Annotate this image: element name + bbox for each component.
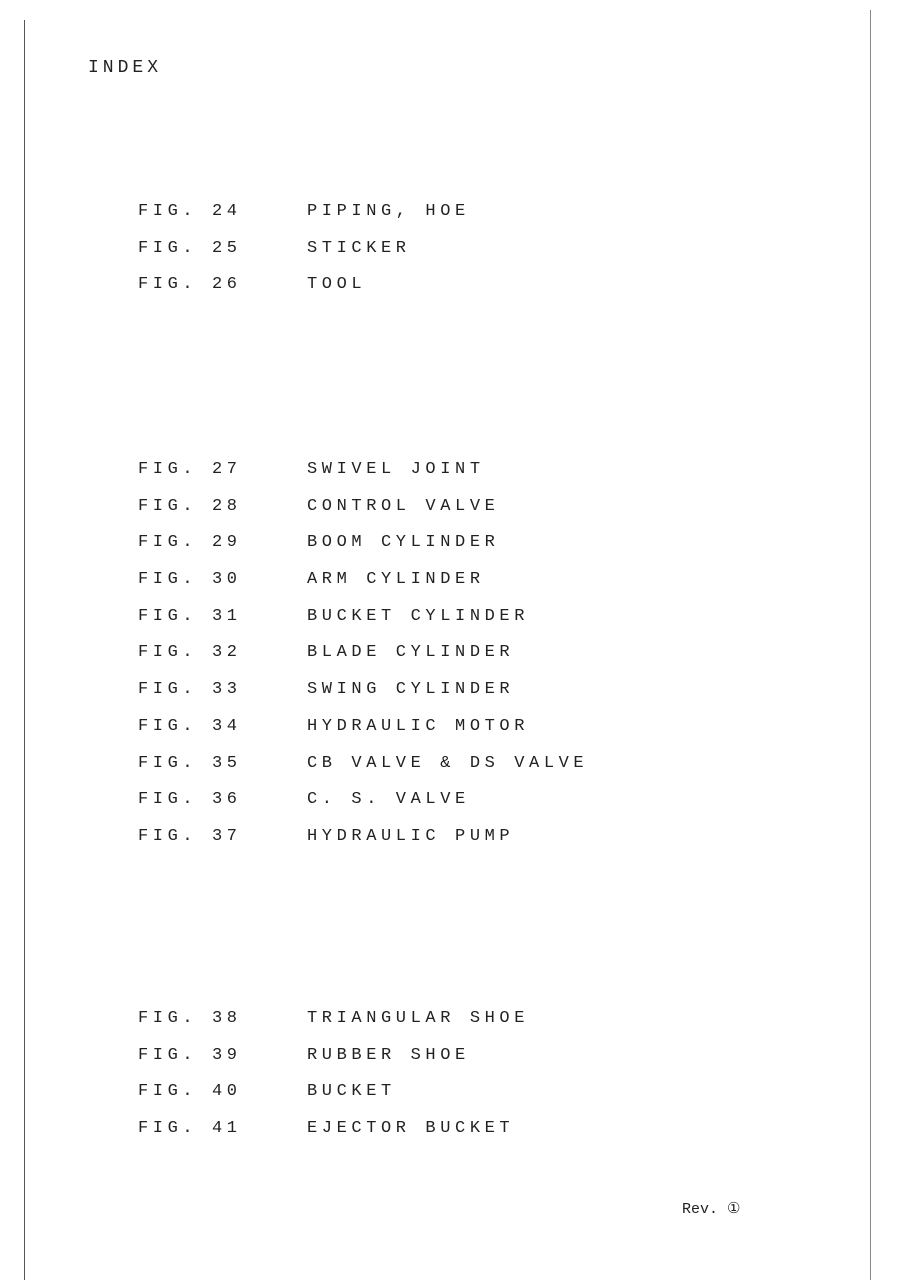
figure-title: TRIANGULAR SHOE (307, 1009, 530, 1028)
figure-title: SWIVEL JOINT (307, 460, 485, 479)
figure-title: C. S. VALVE (307, 790, 470, 810)
figure-title: BLADE CYLINDER (307, 643, 515, 663)
index-entry (0, 202, 909, 239)
figure-number: FIG. 26 (138, 275, 242, 295)
index-entry (0, 717, 909, 754)
figure-title: BOOM CYLINDER (307, 533, 500, 553)
figure-title: BUCKET (307, 1082, 396, 1102)
figure-title: EJECTOR BUCKET (307, 1119, 515, 1139)
figure-number: FIG. 36 (138, 790, 242, 810)
index-entry (0, 1046, 909, 1083)
figure-number: FIG. 27 (138, 460, 242, 479)
figure-title: CONTROL VALVE (307, 496, 500, 516)
figure-title: CB VALVE & DS VALVE (307, 753, 589, 773)
figure-title: PIPING, HOE (307, 202, 470, 221)
figure-number: FIG. 28 (138, 496, 242, 516)
index-entry (0, 460, 909, 497)
figure-number: FIG. 35 (138, 753, 242, 773)
figure-number: FIG. 41 (138, 1119, 242, 1139)
figure-number: FIG. 29 (138, 533, 242, 553)
index-entry (0, 239, 909, 276)
index-entry (0, 1119, 909, 1156)
figure-number: FIG. 37 (138, 826, 242, 846)
index-entry (0, 570, 909, 607)
figure-title: RUBBER SHOE (307, 1045, 470, 1065)
index-entry (0, 790, 909, 827)
figure-number: FIG. 31 (138, 606, 242, 626)
index-group-2 (0, 460, 909, 864)
figure-number: FIG. 34 (138, 716, 242, 736)
figure-title: HYDRAULIC MOTOR (307, 716, 530, 736)
figure-number: FIG. 39 (138, 1045, 242, 1065)
figure-number: FIG. 38 (138, 1009, 242, 1028)
index-entry (0, 827, 909, 864)
figure-title: TOOL (307, 275, 367, 295)
figure-number: FIG. 40 (138, 1082, 242, 1102)
index-entry (0, 680, 909, 717)
figure-title: BUCKET CYLINDER (307, 606, 530, 626)
index-entry (0, 275, 909, 312)
index-entry (0, 607, 909, 644)
figure-number: FIG. 32 (138, 643, 242, 663)
index-entry (0, 533, 909, 570)
figure-number: FIG. 33 (138, 680, 242, 700)
revision-label: Rev. ① (682, 1201, 741, 1218)
figure-title: SWING CYLINDER (307, 680, 515, 700)
index-entry (0, 754, 909, 791)
figure-number: FIG. 30 (138, 570, 242, 590)
index-group-3 (0, 1009, 909, 1156)
index-entry (0, 1082, 909, 1119)
figure-title: HYDRAULIC PUMP (307, 826, 515, 846)
figure-number: FIG. 25 (138, 238, 242, 258)
index-entry (0, 497, 909, 534)
figure-title: ARM CYLINDER (307, 570, 485, 590)
figure-number: FIG. 24 (138, 202, 242, 221)
index-entry (0, 643, 909, 680)
page-title: INDEX (88, 58, 163, 78)
index-entry (0, 1009, 909, 1046)
index-group-1 (0, 202, 909, 312)
figure-title: STICKER (307, 238, 411, 258)
